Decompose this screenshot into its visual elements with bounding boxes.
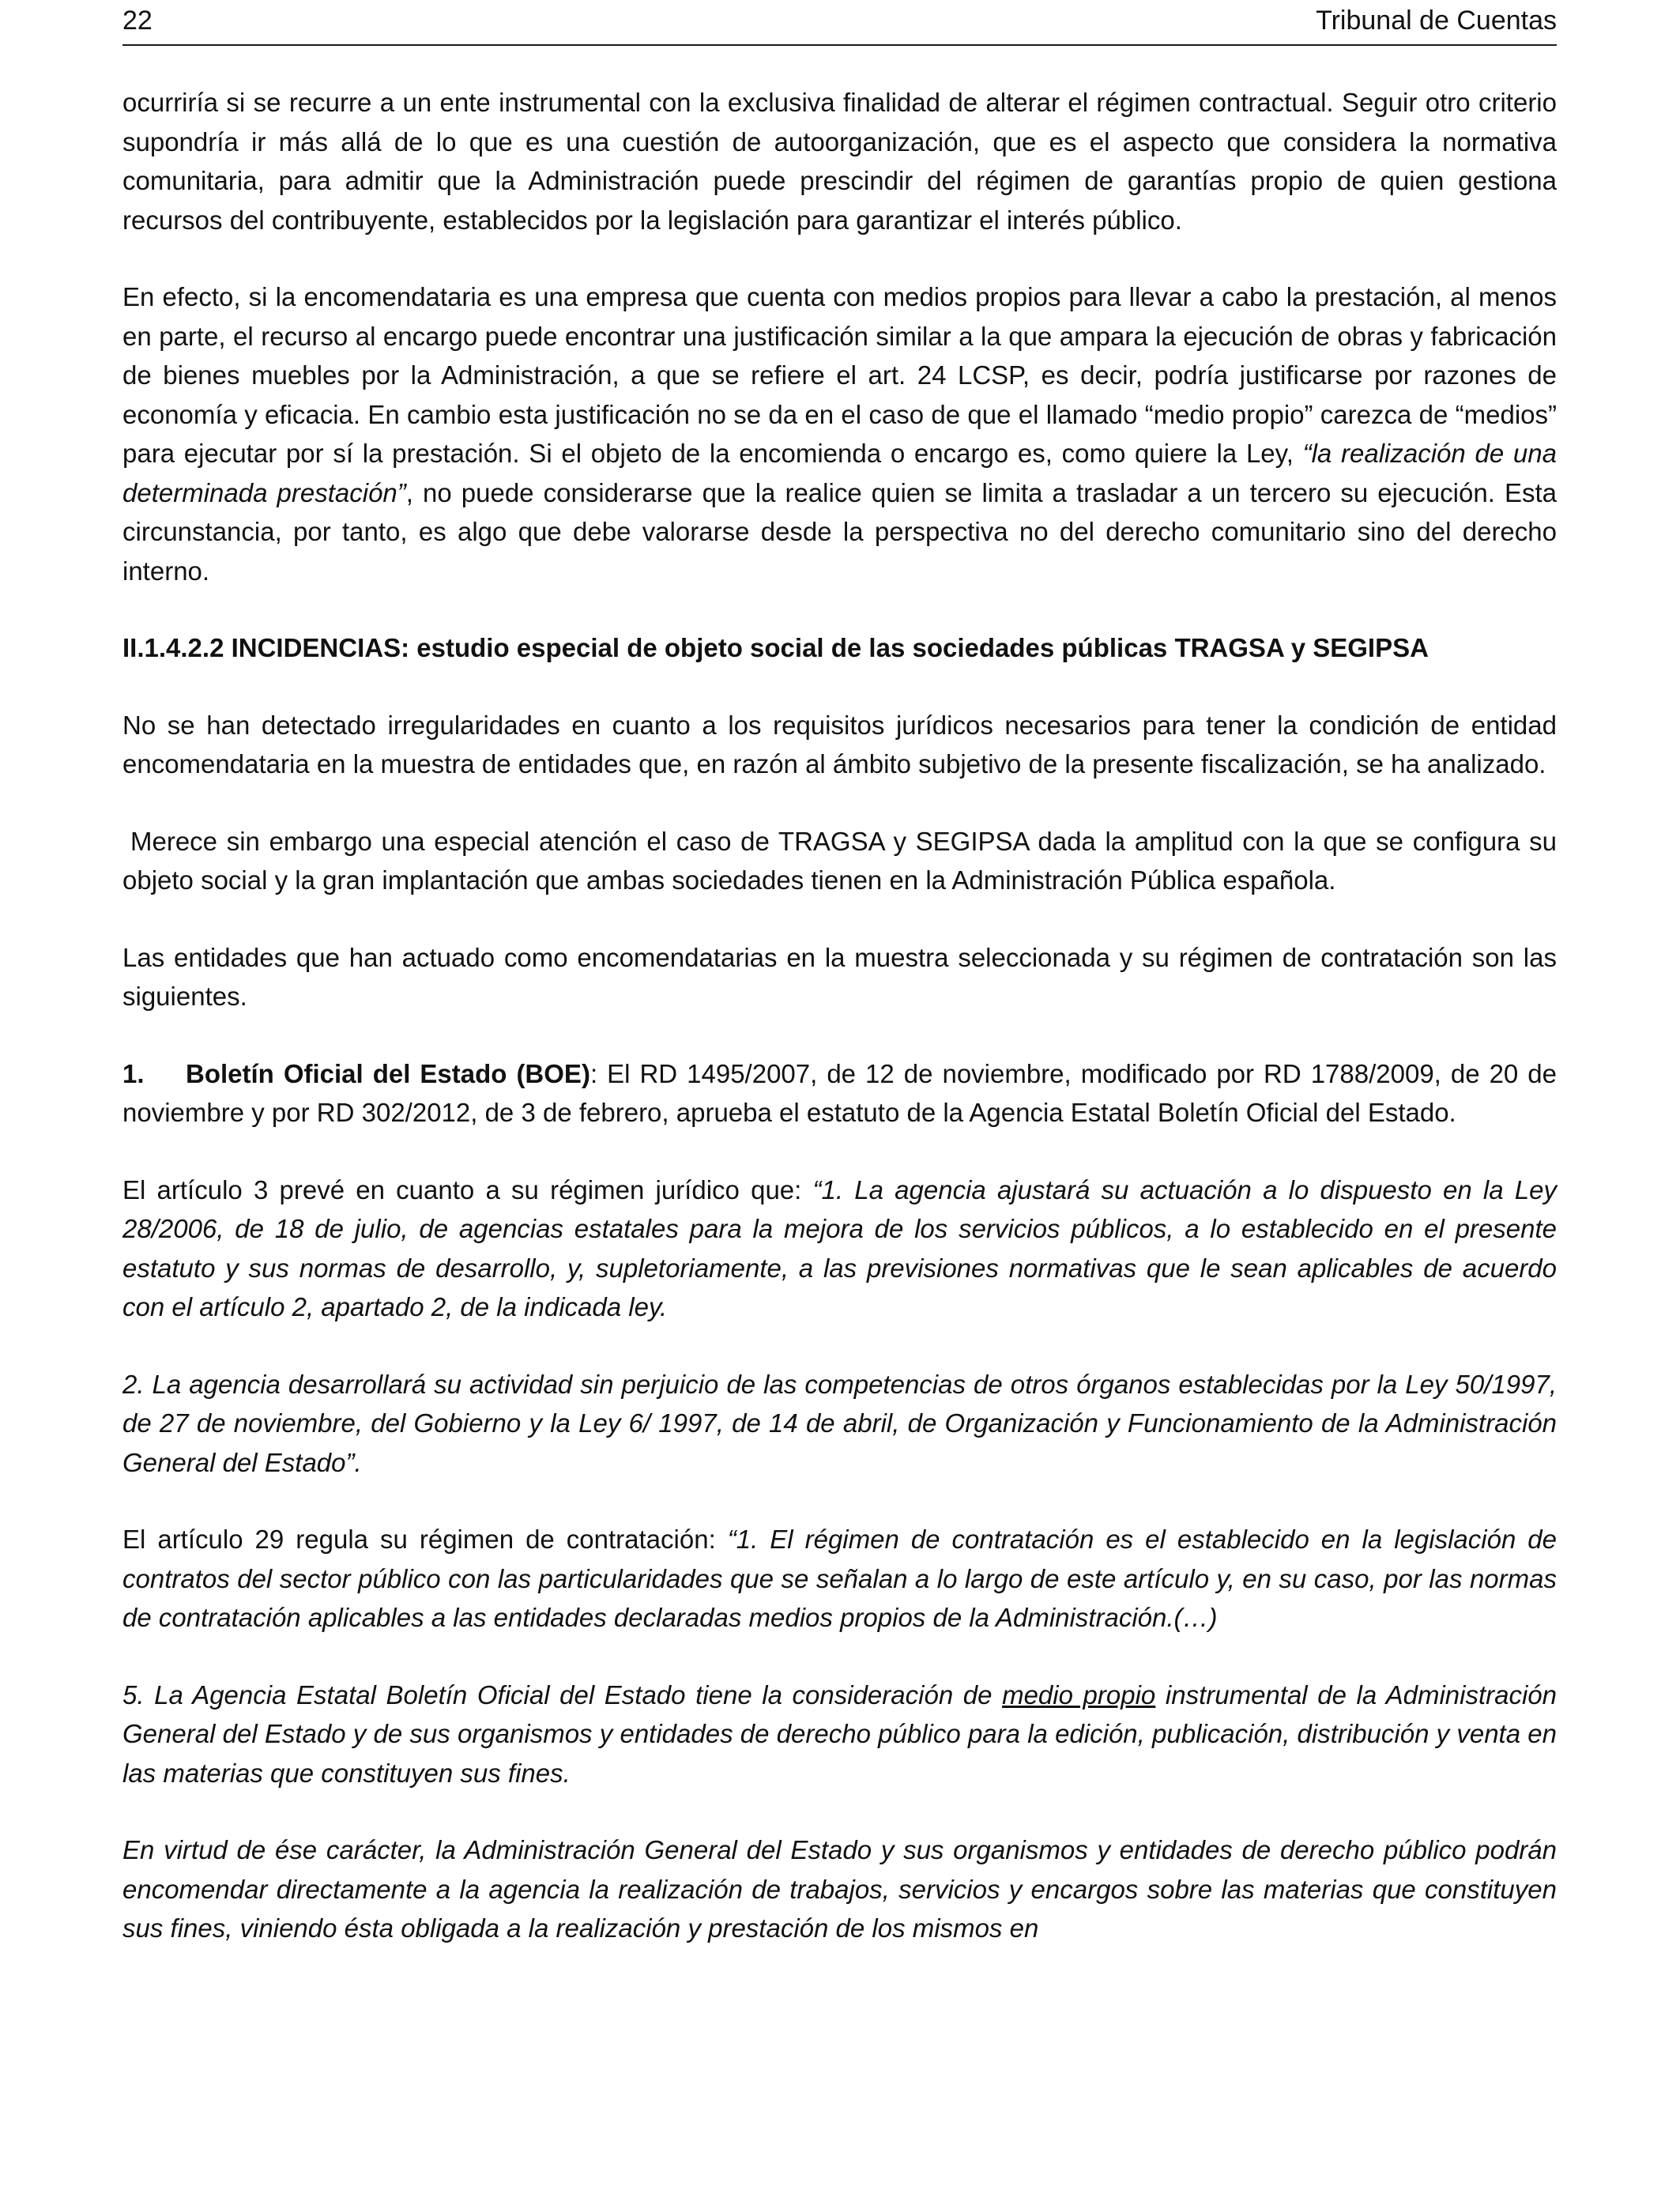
paragraph-5: Las entidades que han actuado como encomendatarias en la muestra seleccionada y su régimen de contratación son las siguientes. (122, 942, 1557, 1011)
section-heading: II.1.4.2.2 INCIDENCIAS: estudio especial de objeto social de las sociedades públicas TRAGSA y SEGIPSA (122, 633, 1429, 662)
page-header (122, 0, 1557, 46)
paragraph-10-quote: En virtud de ése carácter, la Administración General del Estado y sus organismos y entidades de derecho público podrán encomendar directamente a la agencia la realización de trabajos, servicios y encargos sobre las materias que constituyen sus fines, viniendo ésta obligada a la realización y prestación de los mismos en (122, 1835, 1557, 1943)
list-item-title: Boletín Oficial del Estado (BOE) (186, 1058, 590, 1088)
paragraph-3: No se han detectado irregularidades en cuanto a los requisitos jurídicos necesarios para tener la condición de entidad encomendataria en la muestra de entidades que, en razón al ámbito subjetivo de la presente fiscalización, se ha analizado. (122, 710, 1557, 778)
paragraph-2-quote: “la realización de una determinada prestación” (122, 439, 1557, 507)
page-number: 22 (122, 6, 153, 36)
paragraph-9 (122, 1676, 1557, 1793)
paragraph-7-quote: 2. La agencia desarrollará su actividad sin perjuicio de las competencias de otros órganos establecidas por la Ley 50/1997, de 27 de noviembre, del Gobierno y la Ley 6/ 1997, de 14 de abril, de Organización y Funcionamiento de la Administración General del Estado”. (122, 1369, 1557, 1477)
paragraph-8 (122, 1520, 1557, 1638)
paragraph-6-quote: “1. La agencia ajustará su actuación a lo dispuesto en la Ley 28/2006, de 18 de julio, de agencias estatales para la mejora de los servicios públicos, a lo establecido en el presente estatuto y sus normas de desarrollo, y, supletoriamente, a las previsiones normativas que le sean aplicables de acuerdo con el artículo 2, apartado 2, de la indicada ley. (122, 1174, 1557, 1321)
paragraph-6-text: El artículo 3 prevé en cuanto a su régimen jurídico que: (122, 1174, 813, 1204)
paragraph-2-text-a: En efecto, si la encomendataria es una empresa que cuenta con medios propios para llevar a cabo la prestación, al menos en parte, el recurso al encargo puede encontrar una justificación similar a la que ampara la ejecución de obras y fabricación de bienes muebles por la Administración, a que se refiere el art. 24 LCSP, es decir, podría justificarse por razones de economía y eficacia. En cambio esta justificación no se da en el caso de que el llamado “medio propio” carezca de “medios” para ejecutar por sí la prestación. Si el objeto de la encomienda o encargo es, como quiere la Ley, (122, 282, 1557, 468)
paragraph-8-quote: “1. El régimen de contratación es el establecido en la legislación de contratos del sector público con las particularidades que se señalan a lo largo de este artículo y, en su caso, por las normas de contratación aplicables a las entidades declaradas medios propios de la Administración.(…) (122, 1525, 1557, 1632)
paragraph-4: Merece sin embargo una especial atención el caso de TRAGSA y SEGIPSA dada la amplitud con la que se configura su objeto social y la gran implantación que ambas sociedades tienen en la Administración Pública española. (122, 826, 1557, 895)
paragraph-2-text-b: , no puede considerarse que la realice quien se limita a trasladar a un tercero su ejecución. Esta circunstancia, por tanto, es algo que debe valorarse desde la perspectiva no del derecho comunitario sino del derecho interno. (122, 477, 1557, 586)
paragraph-10 (122, 1830, 1557, 1948)
paragraph-1: ocurriría si se recurre a un ente instrumental con la exclusiva finalidad de alterar el régimen contractual. Seguir otro criterio supondría ir más allá de lo que es una cuestión de autoorganización, que es el aspecto que considera la normativa comunitaria, para admitir que la Administración puede prescindir del régimen de garantías propio de quien gestiona recursos del contribuyente, establecidos por la legislación para garantizar el interés público. (122, 88, 1557, 235)
list-item-number: 1. (122, 1058, 145, 1088)
paragraph-9-underlined: medio propio (1002, 1679, 1156, 1710)
list-item-text: : El RD 1495/2007, de 12 de noviembre, modificado por RD 1788/2009, de 20 de noviembre y por RD 302/2012, de 3 de febrero, aprueba el estatuto de la Agencia Estatal Boletín Oficial del Estado. (122, 1058, 1558, 1127)
paragraph-9-quote-a: 5. La Agencia Estatal Boletín Oficial del Estado tiene la consideración de (122, 1679, 1003, 1710)
list-item-1 (122, 1054, 1557, 1133)
paragraph-2 (122, 277, 1557, 590)
paragraph-9-quote-b: instrumental de la Administración General del Estado y de sus organismos y entidades de derecho público para la edición, publicación, distribución y venta en las materias que constituyen sus fines. (122, 1679, 1558, 1788)
paragraph-7 (122, 1365, 1557, 1483)
paragraph-6 (122, 1171, 1557, 1327)
running-title: Tribunal de Cuentas (1316, 6, 1557, 36)
document-body (122, 83, 1557, 1948)
paragraph-8-text: El artículo 29 regula su régimen de contratación: (122, 1525, 728, 1554)
